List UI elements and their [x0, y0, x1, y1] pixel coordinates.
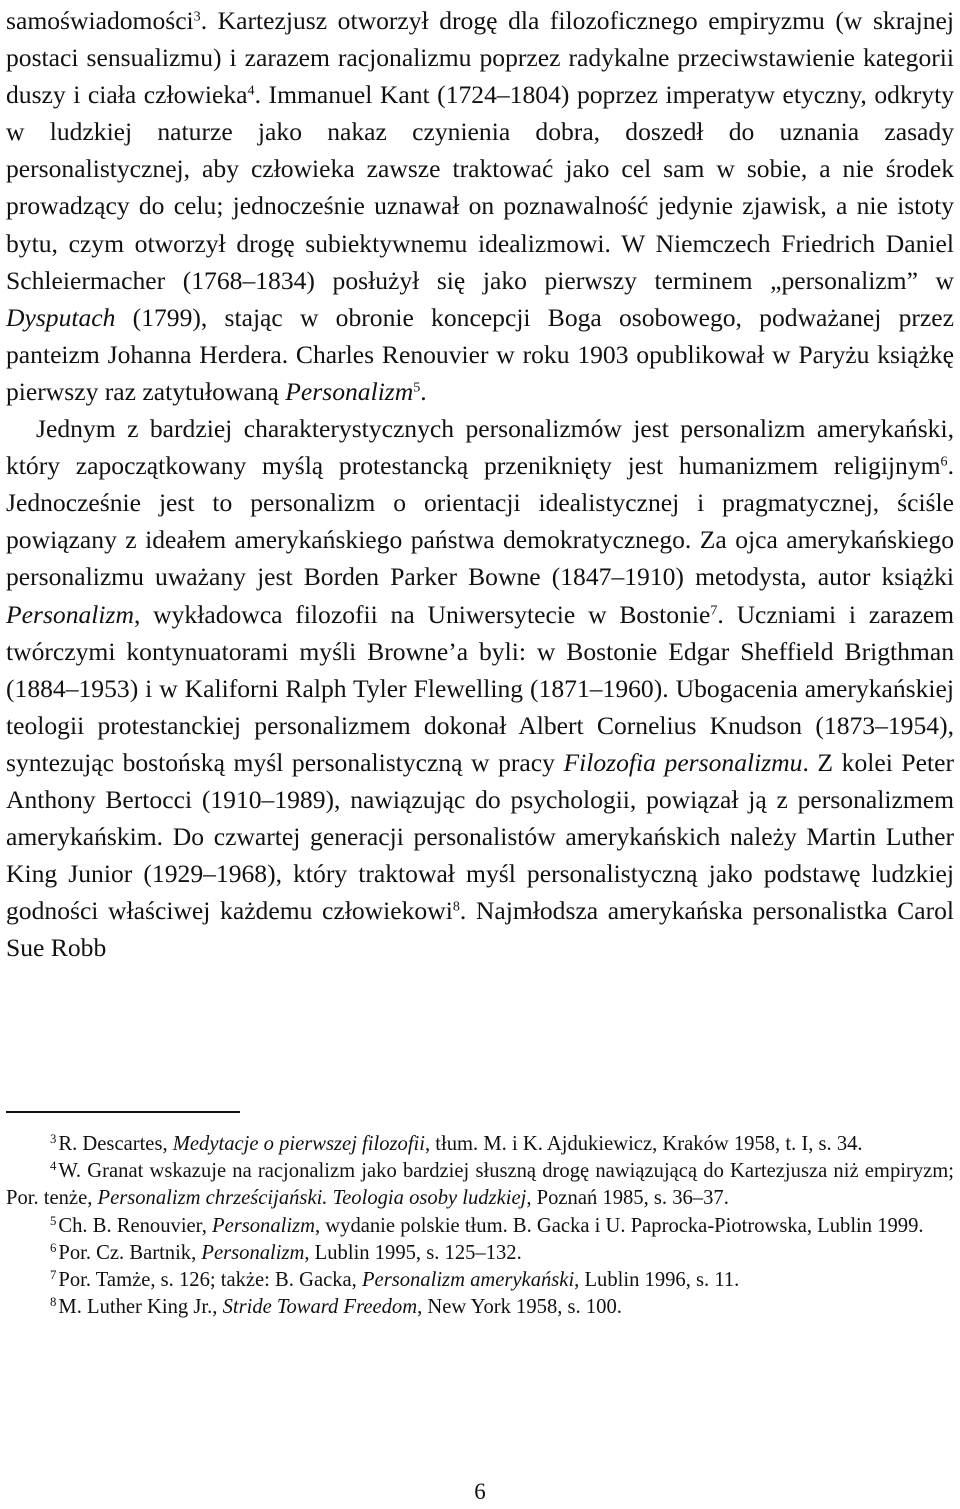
- footnote-title: Stride Toward Freedom: [222, 1296, 418, 1319]
- text-run: . Immanuel Kant (1724–1804) poprzez imperatyw etyczny, odkryty w ludzkiej naturze jako nakaz czynienia dobra, doszedł do uznania zasady personalistycznej, aby człowieka zawsze traktować jako cel sam w sobie, a nie środek prowadzący do celu; jednocześnie uznawał on poznawalność jedynie zjawisk, a nie istoty bytu, czym otworzył drogę subiektywnemu idealizmowi. W Niemczech Friedrich Daniel Schleiermacher (1768–1834) posłużył się jako pierwszy terminem „personalizm” w: [6, 80, 955, 295]
- italic-title: Filozofia personalizmu: [563, 747, 803, 777]
- footnote-4: [6, 1158, 954, 1212]
- text-run: .: [420, 376, 427, 406]
- paragraph-2: [6, 410, 954, 966]
- footnote-number: 5: [50, 1213, 57, 1228]
- footnote-text: M. Luther King Jr.,: [58, 1296, 223, 1319]
- footnote-title: Personalizm: [212, 1214, 315, 1237]
- footnote-text: , tłum. M. i K. Ajdukiewicz, Kraków 1958, t. I, s. 34.: [425, 1133, 863, 1155]
- footnote-6: [6, 1240, 954, 1267]
- footnote-text: , Poznań 1985, s. 36–37.: [526, 1187, 729, 1210]
- footnote-ref-5[interactable]: 5: [413, 379, 421, 396]
- text-run: samoświadomości: [6, 6, 194, 35]
- footnote-ref-4[interactable]: 4: [247, 82, 255, 99]
- footnote-ref-8[interactable]: 8: [452, 898, 460, 915]
- text-run: Jednym z bardziej charakterystycznych personalizmów jest personalizm amerykański, który zapoczątkowany myślą protestancką przeniknięty jest humanizmem religijnym: [6, 414, 954, 481]
- footnote-number: 3: [50, 1131, 57, 1146]
- text-run: (1799), stając w obronie koncepcji Boga osobowego, podważanej przez panteizm Johanna Herdera. Charles Renouvier w roku 1903 opublikował w Paryżu książkę pierwszy raz zatytułowaną: [6, 302, 954, 406]
- footnote-text: , Lublin 1996, s. 11.: [574, 1269, 740, 1292]
- text-run: . Z kolei Peter Anthony Bertocci (1910–1989), nawiązując do psychologii, powiązał ją z personalizmem amerykańskim. Do czwartej generacji personalistów amerykańskich należy Martin Luther King Junior (1929–1968), który traktował myśl personalistyczną jako podstawę ludzkiej godności właściwej każdemu człowiekowi: [6, 747, 954, 926]
- footnote-ref-3[interactable]: 3: [193, 8, 201, 25]
- text-run: . Uczniami i zarazem twórczymi kontynuatorami myśli Browne’a byli: w Bostonie Edgar Sheffield Brigthman (1884–1953) i w Kaliforni Ralph Tyler Flewelling (1871–1960). Ubogacenia amerykańskiej teologii protestanckiej personalizmem dokonał Albert Cornelius Knudson (1873–1954), syntezując bostońską myśl personalistyczną w pracy: [6, 599, 954, 777]
- footnote-text: , Lublin 1995, s. 125–132.: [304, 1241, 522, 1264]
- text-run: . Jednocześnie jest to personalizm o orientacji idealistycznej i pragmatycznej, ściśle powiązany z ideałem amerykańskiego państwa demokratycznego. Za ojca amerykańskiego personalizmu uważany jest Borden Parker Bowne (1847–1910) metodysta, autor książki: [6, 451, 954, 592]
- footnote-title: Personalizm chrześcijański. Teologia osoby ludzkiej: [97, 1187, 527, 1210]
- italic-title: Personalizm: [285, 376, 414, 406]
- footnote-title: Personalizm: [201, 1241, 305, 1264]
- footnote-number: 7: [50, 1268, 57, 1282]
- footnote-number: 6: [50, 1240, 57, 1255]
- footnote-text: Por. Cz. Bartnik,: [58, 1241, 202, 1264]
- footnote-7: [6, 1267, 954, 1294]
- main-text: [6, 2, 954, 966]
- footnote-text: Ch. B. Renouvier,: [58, 1214, 213, 1237]
- text-run: . Kartezjusz otworzył drogę dla filozoficznego empiryzmu (w skrajnej postaci sensualizmu) i zarazem racjonalizmu poprzez radykalne przeciwstawienie kategorii duszy i ciała człowieka: [6, 6, 954, 110]
- footnote-title: Personalizm amerykański: [361, 1269, 575, 1292]
- footnote-text: W. Granat wskazuje na racjonalizm jako bardziej słuszną drogę nawiązującą do Kartezjusza niż empiryzm; Por. tenże,: [6, 1160, 954, 1210]
- footnote-5: [6, 1213, 954, 1240]
- footnote-number: 4: [50, 1159, 57, 1174]
- footnote-separator: [6, 1111, 240, 1113]
- footnote-8: [6, 1294, 954, 1321]
- text-run: , wykładowca filozofii na Uniwersytecie w Bostonie: [133, 599, 711, 629]
- footnotes: [6, 1131, 954, 1321]
- italic-title: Dysputach: [6, 302, 116, 332]
- footnote-text: , New York 1958, s. 100.: [417, 1296, 622, 1319]
- paragraph-1: [6, 2, 954, 410]
- text-run: . Najmłodsza amerykańska personalistka Carol Sue Robb: [6, 896, 954, 963]
- footnote-number: 8: [50, 1295, 57, 1310]
- footnote-text: R. Descartes,: [58, 1133, 173, 1155]
- footnote-title: Medytacje o pierwszej filozofii: [172, 1133, 425, 1155]
- footnote-3: [6, 1131, 954, 1158]
- footnote-ref-6[interactable]: 6: [940, 453, 948, 470]
- footnote-text: Por. Tamże, s. 126; także: B. Gacka,: [58, 1269, 362, 1292]
- page-number: 6: [474, 1479, 486, 1504]
- italic-title: Personalizm: [6, 599, 134, 629]
- footnote-text: , wydanie polskie tłum. B. Gacka i U. Paprocka-Piotrowska, Lublin 1999.: [314, 1214, 924, 1237]
- footnote-ref-7[interactable]: 7: [710, 602, 718, 619]
